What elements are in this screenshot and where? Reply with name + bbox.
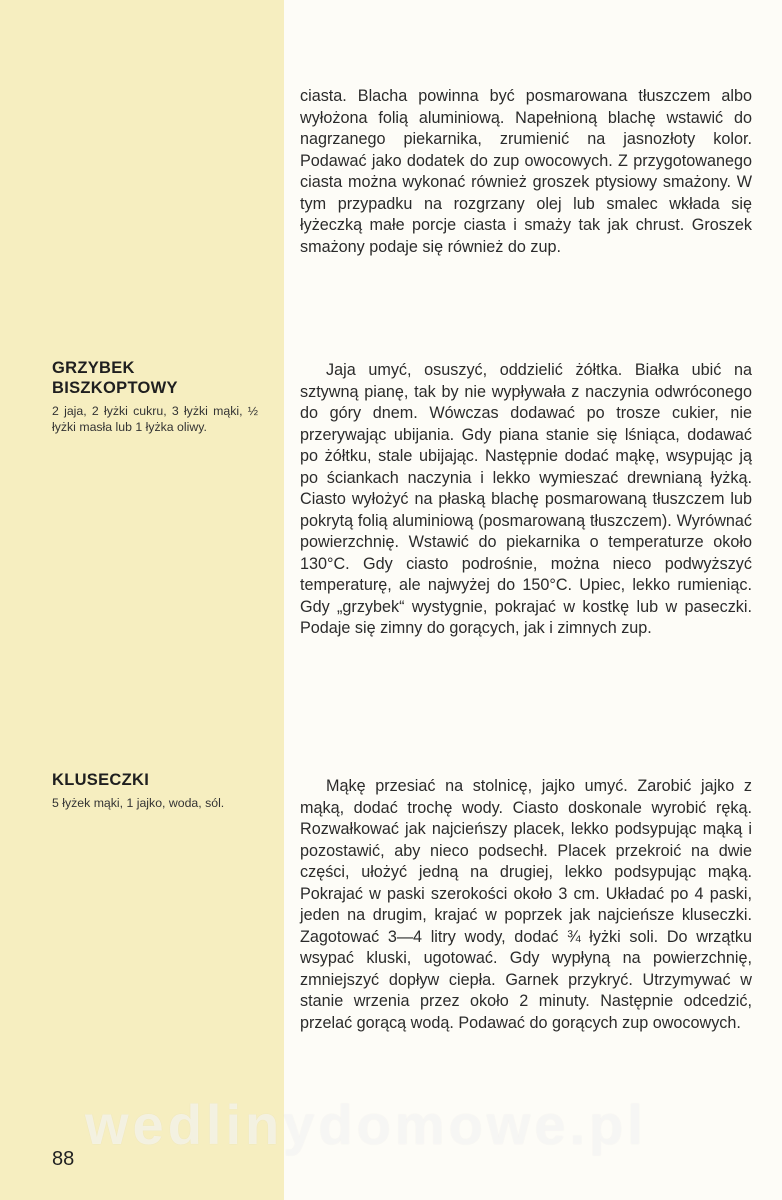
recipe-instructions-grzybek: Jaja umyć, osuszyć, oddzielić żółtka. Białka ubić na sztywną pianę, tak by nie wypływała z naczynia odwróconego do góry dnem. Wówczas dodawać po trosze cukier, nie przerywając ubijania. Gdy piana stanie się lśniąca, dodawać po żółtku, stale ubijając. Następnie dodać mąkę, wsypując ją po ściankach naczynia i lekko wymieszać drewnianą łyżką. Ciasto wyłożyć na płaską blachę posmarowaną tłuszczem lub pokrytą folią aluminiową (posmarowaną tłuszczem). Wyrównać powierzchnię. Wstawić do piekarnika o temperaturze około 130°C. Gdy ciasto podrośnie, można nieco podwyższyć temperaturę, ale najwyżej do 150°C. Upiec, lekko rumieniąc. Gdy „grzybek“ wystygnie, pokrajać w kostkę lub w paseczki. Podaje się zimny do gorących, jak i zimnych zup. xyxy=(300,361,752,637)
recipe-ingredients-kluseczki: 5 łyżek mąki, 1 jajko, woda, sól. xyxy=(52,796,225,810)
sidebar-panel xyxy=(0,0,284,1200)
recipe-title-grzybek: GRZYBEK BISZKOPTOWY xyxy=(52,359,178,397)
page-number: 88 xyxy=(52,1148,75,1170)
recipe-instructions-kluseczki: Mąkę przesiać na stolnicę, jajko umyć. Zarobić jajko z mąką, dodać trochę wody. Ciasto doskonale wyrobić ręką. Rozwałkować jak najcieńszy placek, lekko podsypując mąką i pozostawić, aby nieco podsechł. Placek przekroić na dwie części, ułożyć jedną na drugiej, lekko podsypując mąką. Pokrajać w paski szerokości około 3 cm. Układać po 4 paski, jeden na drugim, krajać w poprzek jak najcieńsze kluseczki. Zagotować 3—4 litry wody, dodać ¾ łyżki soli. Do wrzątku wsypać kluski, ugotować. Gdy wypłyną na powierzchnię, zmniejszyć dopływ ciepła. Garnek przykryć. Utrzymywać w stanie wrzenia przez około 2 minuty. Następnie odcedzić, przelać gorącą wodą. Podawać do gorących zup owocowych. xyxy=(300,777,752,1032)
watermark: wedlinydomowe.pl xyxy=(85,1093,647,1156)
intro-paragraph: ciasta. Blacha powinna być posmarowana tłuszczem albo wyłożona folią aluminiową. Napełnioną blachę wstawić do nagrzanego piekarnika, zrumienić na jasnozłoty kolor. Podawać jako dodatek do zup owocowych. Z przygotowanego ciasta można wykonać również groszek ptysiowy smażony. W tym przypadku na rozgrzany olej lub smalec wkłada się łyżeczką małe porcje ciasta i smaży tak jak chrust. Groszek smażony podaje się również do zup. xyxy=(300,87,752,256)
recipe-title-kluseczki: KLUSECZKI xyxy=(52,771,150,789)
recipe-ingredients-grzybek: 2 jaja, 2 łyżki cukru, 3 łyżki mąki, ½ łyżki masła lub 1 łyżka oliwy. xyxy=(52,404,258,434)
